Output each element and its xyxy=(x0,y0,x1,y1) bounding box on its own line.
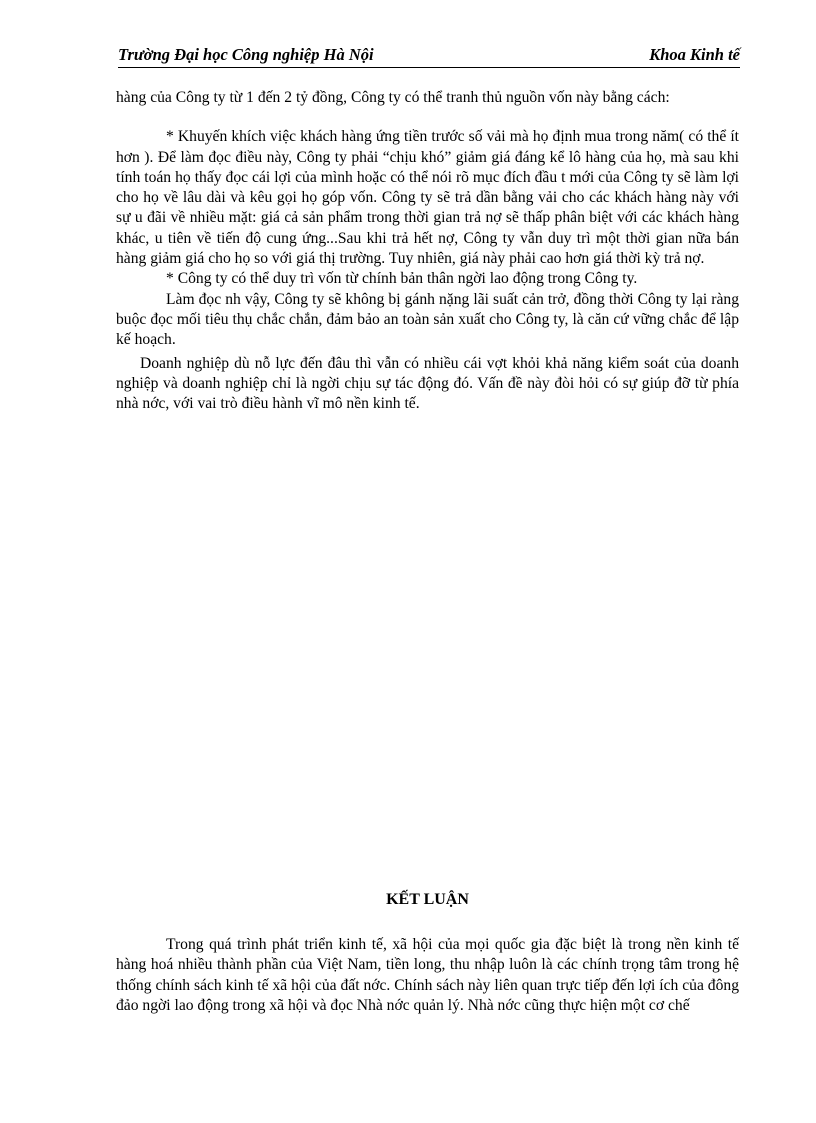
body-text xyxy=(116,88,739,414)
paragraph-customer-advance: * Khuyến khích việc khách hàng ứng tiền trước số vải mà họ định mua trong năm( có thể ít hơn ). Để làm đọc điều này, Công ty phải “chịu khó” giảm giá đáng kể lô hàng của họ, mà sau khi tính toán họ thấy đọc cái lợi của mình hoặc có thể nói rõ mục đích đầu t mới của Công ty sẽ làm lợi cho họ về lâu dài và kêu gọi họ góp vốn. Công ty sẽ trả dần bằng vải cho các khách hàng này với sự u đãi về nhiều mặt: giá cả sản phẩm trong thời gian trả nợ sẽ thấp phân biệt với các khách hàng khác, u tiên về tiến độ cung ứng...Sau khi trả hết nợ, Công ty vẫn duy trì một thời gian nữa bán hàng giảm giá cho họ so với giá thị trường. Tuy nhiên, giá này phải cao hơn giá thời kỳ trả nợ. xyxy=(116,128,739,268)
conclusion-paragraph: Trong quá trình phát triển kinh tế, xã hội của mọi quốc gia đặc biệt là trong nền kinh tế hàng hoá nhiều thành phần của Việt Nam, tiền long, thu nhập luôn là các chính trọng tâm trong hệ thống chính sách kinh tế xã hội của đất nớc. Chính sách này liên quan trực tiếp đến lợi ích của đông đảo ngời lao động trong xã hội và đọc Nhà nớc quản lý. Nhà nớc cũng thực hiện một cơ chế xyxy=(116,936,739,1014)
header-faculty-name: Khoa Kinh tế xyxy=(649,45,740,64)
paragraph-benefits: Làm đọc nh vậy, Công ty sẽ không bị gánh nặng lãi suất cản trở, đồng thời Công ty lại ràng buộc đọc mối tiêu thụ chắc chắn, đảm bảo an toàn sản xuất cho Công ty, là căn cứ vững chắc để lập kế hoạch. xyxy=(116,290,739,349)
header-school-name: Trường Đại học Công nghiệp Hà Nội xyxy=(118,45,374,64)
paragraph-state-support: Doanh nghiệp dù nỗ lực đến đâu thì vẫn có nhiều cái vợt khỏi khả năng kiểm soát của doanh nghiệp và doanh nghiệp chỉ là ngời chịu sự tác động đó. Vấn đề này đòi hỏi có sự giúp đỡ từ phía nhà nớc, với vai trò điều hành vĩ mô nền kinh tế. xyxy=(116,354,739,413)
page-header xyxy=(118,45,740,68)
paragraph-intro: hàng của Công ty từ 1 đến 2 tỷ đồng, Công ty có thể tranh thủ nguồn vốn này bằng cách: xyxy=(116,89,670,106)
conclusion-heading: KẾT LUẬN xyxy=(386,891,469,908)
paragraph-employee-capital: * Công ty có thể duy trì vốn từ chính bản thân ngời lao động trong Công ty. xyxy=(166,270,638,288)
